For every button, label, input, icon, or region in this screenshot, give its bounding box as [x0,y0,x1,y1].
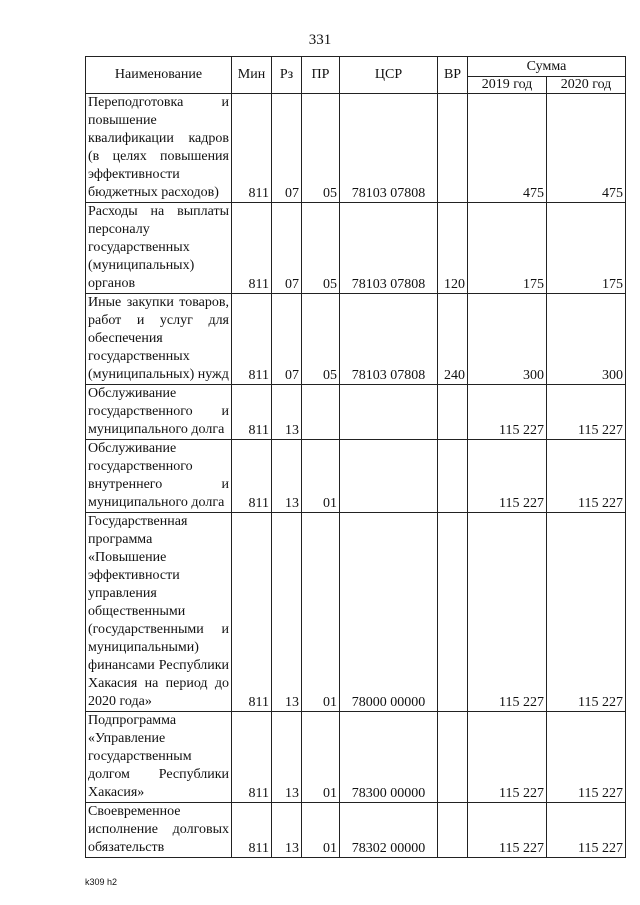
footer-code: k309 h2 [85,877,118,887]
cell-2020: 115 227 [547,513,626,712]
cell-min: 811 [232,203,272,294]
cell-2019: 115 227 [468,440,547,513]
cell-pr: 05 [302,203,340,294]
header-sum: Сумма [468,57,626,77]
cell-2019: 300 [468,294,547,385]
cell-pr: 01 [302,803,340,858]
table-row [86,803,626,858]
cell-vr [438,803,468,858]
table-row [86,385,626,440]
cell-2019: 115 227 [468,513,547,712]
cell-name: Своевременное исполнение долговых обязательств [86,803,232,858]
cell-vr [438,385,468,440]
cell-vr [438,513,468,712]
cell-2020: 175 [547,203,626,294]
cell-pr: 01 [302,712,340,803]
cell-2019: 175 [468,203,547,294]
cell-csr: 78300 00000 [340,712,438,803]
header-name: Наименование [86,57,232,94]
cell-csr: 78103 07808 [340,94,438,203]
header-pr: ПР [302,57,340,94]
cell-min: 811 [232,440,272,513]
header-2019: 2019 год [468,77,547,94]
cell-rz: 07 [272,203,302,294]
page-number: 331 [308,32,332,48]
cell-csr: 78000 00000 [340,513,438,712]
header-vr: ВР [438,57,468,94]
cell-name: Обслуживание государственного внутреннего и муниципального долга [86,440,232,513]
table-row [86,440,626,513]
cell-rz: 07 [272,94,302,203]
table-row [86,712,626,803]
cell-pr: 01 [302,440,340,513]
cell-min: 811 [232,94,272,203]
cell-vr: 120 [438,203,468,294]
header-csr: ЦСР [340,57,438,94]
cell-rz: 13 [272,513,302,712]
cell-name: Государственная программа «Повышение эффективности управления общественными (государственными и муниципальными) финансами Республики Хакасия на период до 2020 года» [86,513,232,712]
cell-name: Подпрограмма «Управление государственным долгом Республики Хакасия» [86,712,232,803]
table-row [86,203,626,294]
cell-csr [340,385,438,440]
header-rz: Рз [272,57,302,94]
cell-min: 811 [232,712,272,803]
cell-name: Обслуживание государственного и муниципального долга [86,385,232,440]
cell-pr: 01 [302,513,340,712]
cell-csr: 78302 00000 [340,803,438,858]
cell-csr [340,440,438,513]
cell-2020: 300 [547,294,626,385]
cell-2020: 115 227 [547,385,626,440]
cell-rz: 13 [272,712,302,803]
cell-min: 811 [232,385,272,440]
table-row [86,94,626,203]
header-2020: 2020 год [547,77,626,94]
header-min: Мин [232,57,272,94]
cell-name: Переподготовка и повышение квалификации кадров (в целях повышения эффективности бюджетных расходов) [86,94,232,203]
cell-csr: 78103 07808 [340,203,438,294]
table-row [86,513,626,712]
table-row [86,294,626,385]
cell-2019: 115 227 [468,712,547,803]
cell-2020: 115 227 [547,712,626,803]
cell-vr [438,440,468,513]
cell-2020: 115 227 [547,803,626,858]
cell-2019: 115 227 [468,385,547,440]
cell-name: Расходы на выплаты персоналу государственных (муниципальных) органов [86,203,232,294]
cell-rz: 13 [272,440,302,513]
cell-csr: 78103 07808 [340,294,438,385]
table-body [86,94,626,858]
cell-rz: 13 [272,803,302,858]
cell-min: 811 [232,513,272,712]
cell-pr: 05 [302,94,340,203]
cell-rz: 13 [272,385,302,440]
budget-table [85,56,626,858]
cell-vr [438,712,468,803]
cell-pr: 05 [302,294,340,385]
cell-vr [438,94,468,203]
cell-min: 811 [232,803,272,858]
cell-rz: 07 [272,294,302,385]
cell-2019: 475 [468,94,547,203]
cell-name: Иные закупки товаров, работ и услуг для обеспечения государственных (муниципальных) нужд [86,294,232,385]
cell-min: 811 [232,294,272,385]
cell-2020: 475 [547,94,626,203]
cell-2019: 115 227 [468,803,547,858]
cell-2020: 115 227 [547,440,626,513]
cell-pr [302,385,340,440]
cell-vr: 240 [438,294,468,385]
